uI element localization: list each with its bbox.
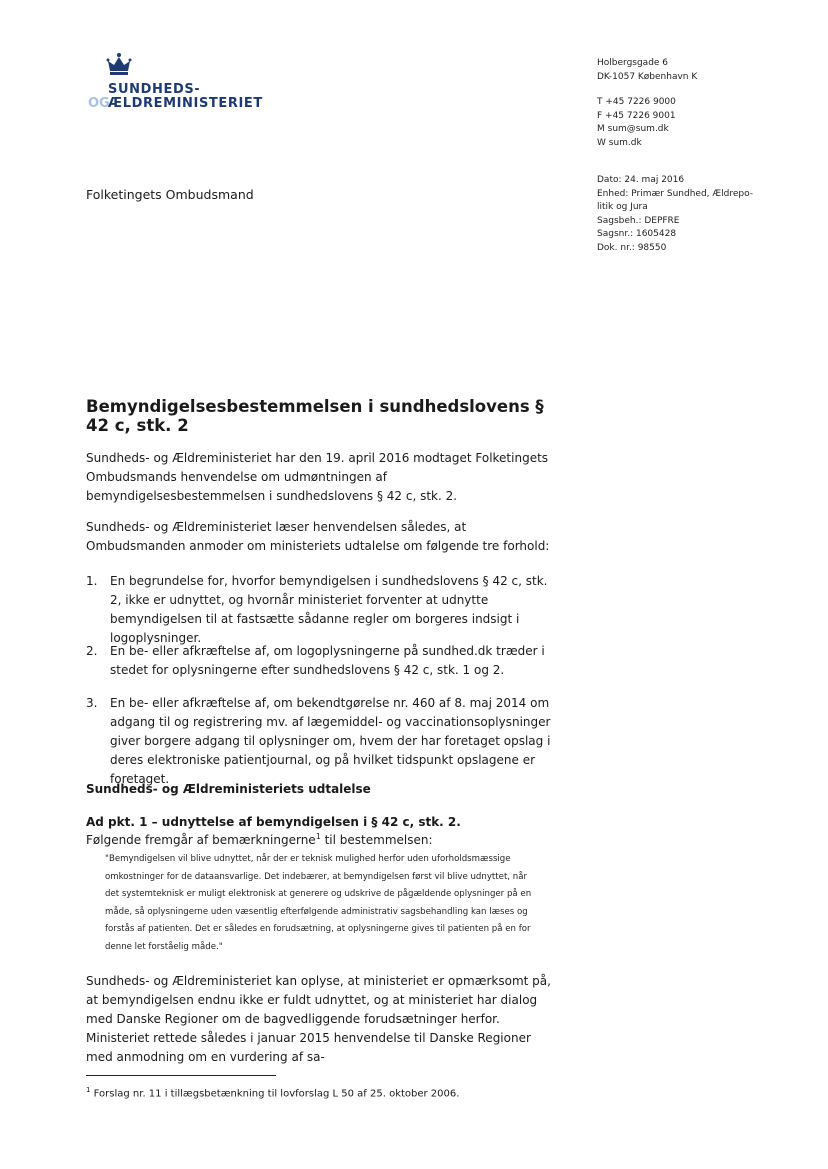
crown-icon [106, 52, 132, 78]
document-meta [597, 174, 767, 255]
meta-caseworker: Sagsbeh.: DEPFRE [597, 215, 680, 226]
list-item-number: 3. [86, 696, 98, 710]
list-item-text: En be- eller afkræftelse af, om bekendtgørelse nr. 460 af 8. maj 2014 om adgang til og registrering mv. af lægemiddel- og vaccinationsoplysninger giver borgere adgang til oplysninger om, hvem der har foretaget opslag i deres elektroniske patientjournal, og på hvilket tidspunkt opslagene er foretaget. [110, 696, 551, 786]
sender-street: Holbergsgade 6 [597, 58, 669, 68]
footnote-text: Forslag nr. 11 i tillægsbetænkning til lovforslag L 50 af 25. oktober 2006. [90, 1088, 460, 1100]
footnote-divider [86, 1075, 276, 1076]
list-item [86, 642, 552, 680]
contact-info [597, 96, 676, 150]
paragraph-intro: Sundheds- og Ældreministeriet har den 19. april 2016 modtaget Folketingets Ombudsmands henvendelse om udmøntningen af bemyndigelsesbestemmelsen i sundhedslovens § 42 c, stk. 2. [86, 451, 549, 503]
list-item-text: En be- eller afkræftelse af, om logoplysningerne på sundhed.dk træder i stedet for oplysningerne efter sundhedslovens § 42 c, stk. 1 og 2. [110, 644, 545, 677]
sender-address [597, 57, 697, 84]
section-heading: Sundheds- og Ældreministeriets udtalelse [86, 782, 371, 796]
quote-lead [86, 832, 433, 847]
logo-text-line1: SUNDHEDS- [108, 82, 201, 97]
recipient: Folketingets Ombudsmand [86, 187, 254, 202]
list-item-text: En begrundelse for, hvorfor bemyndigelsen i sundhedslovens § 42 c, stk. 2, ikke er udnyttet, og hvornår ministeriet forventer at udnytte bemyndigelsen til at fastsætte sådanne regler om borgeres indsigt i logoplysninger. [110, 574, 548, 645]
paragraph-request: Sundheds- og Ældreministeriet læser henvendelsen således, at Ombudsmanden anmoder om ministeriets udtalelse om følgende tre forhold: [86, 520, 550, 553]
logo-text-line2: ÆLDREMINISTERIET [108, 96, 263, 111]
sub-heading: Ad pkt. 1 – udnyttelse af bemyndigelsen i § 42 c, stk. 2. [86, 815, 461, 829]
quote-lead-text: Følgende fremgår af bemærkningerne [86, 833, 316, 847]
document-title: Bemyndigelsesbestemmelsen i sundhedslovens § 42 c, stk. 2 [86, 397, 544, 435]
quote-lead-after: til bestemmelsen: [320, 833, 433, 847]
sender-city: DK-1057 København K [597, 71, 698, 82]
contact-mail: M sum@sum.dk [597, 124, 669, 134]
list-item [86, 694, 552, 789]
block-quote: "Bemyndigelsen vil blive udnyttet, når der er teknisk mulighed herfor uden uforholdsmæssige omkostninger for de dataansvarlige. Det indebærer, at bemyndigelsen først vil blive udnyttet, når det systemteknisk er muligt elektronisk at generere og udskrive de pågældende oplysninger på en måde, så oplysningerne uden væsentlig efterfølgende administrativ sagsbehandling kan læses og forstås af patienten. Det er således en forudsætning, at oplysningerne gives til patienten på en for denne let forståelig måde." [105, 854, 532, 952]
footnote-ref: 1 [315, 832, 321, 841]
paragraph-response: Sundheds- og Ældreministeriet kan oplyse, at ministeriet er opmærksomt på, at bemyndigelsen endnu ikke er fuldt udnyttet, og at ministeriet har dialog med Danske Regioner om de bagvedliggende forudsætninger herfor. Ministeriet rettede således i januar 2015 henvendelse til Danske Regioner med anmodning om en vurdering af sa- [86, 974, 551, 1064]
meta-date: Dato: 24. maj 2016 [597, 175, 685, 185]
logo-text-og: OG [88, 96, 110, 111]
list-item-number: 2. [86, 644, 98, 658]
meta-unit: Enhed: Primær Sundhed, Ældrepo-litik og Jura [597, 188, 754, 212]
contact-phone: T +45 7226 9000 [597, 97, 676, 107]
list-item [86, 572, 552, 648]
meta-case-no: Sagsnr.: 1605428 [597, 229, 677, 239]
list-item-number: 1. [86, 574, 98, 588]
contact-fax: F +45 7226 9001 [597, 110, 676, 121]
meta-doc-no: Dok. nr.: 98550 [597, 242, 667, 253]
contact-web: W sum.dk [597, 137, 642, 148]
footnote [86, 1086, 459, 1099]
footnote-number: 1 [86, 1086, 91, 1094]
